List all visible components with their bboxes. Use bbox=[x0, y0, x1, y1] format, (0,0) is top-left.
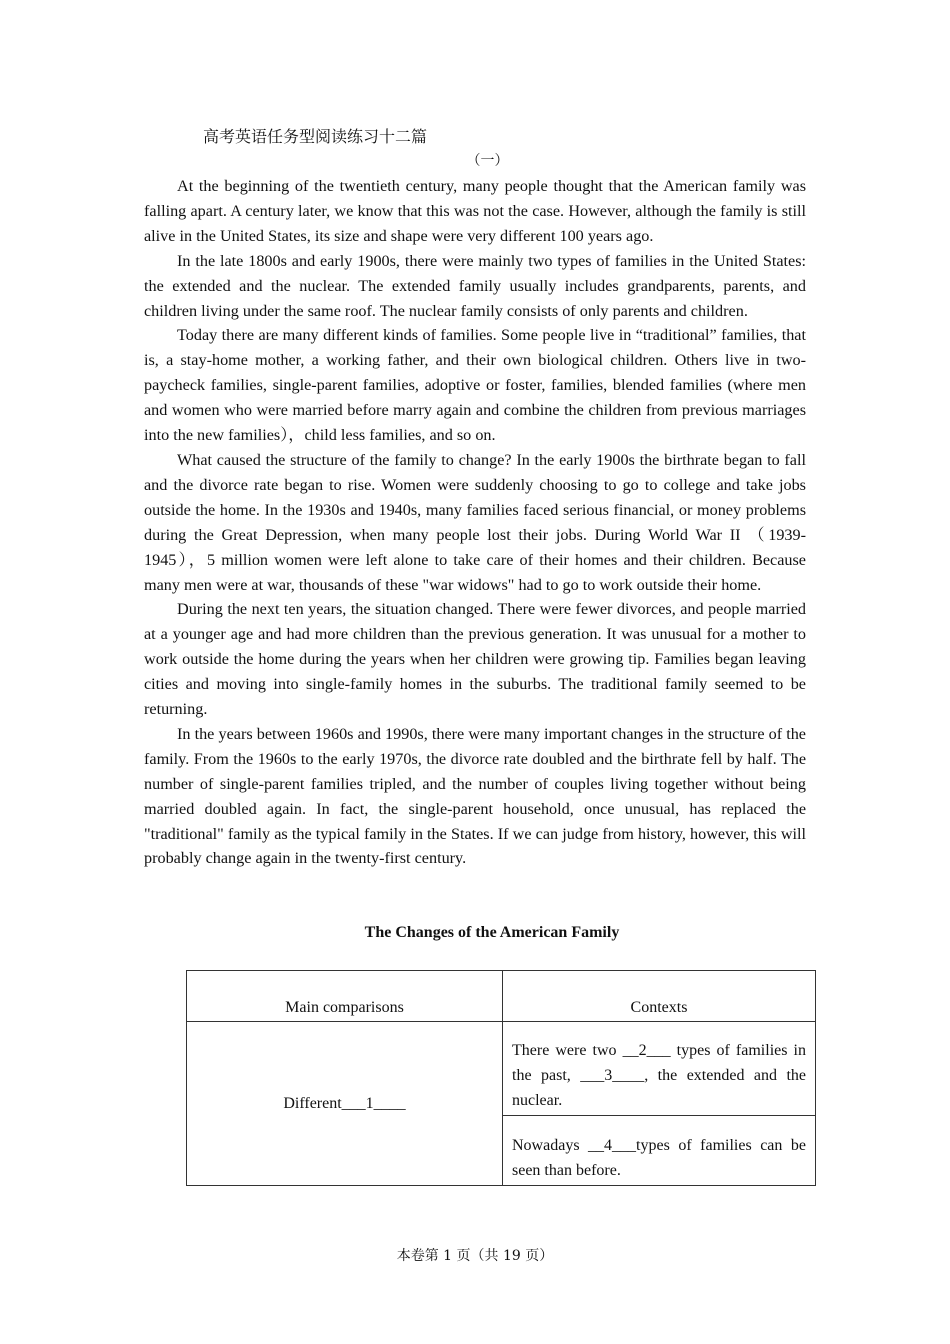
table-row bbox=[187, 1022, 816, 1116]
passage-paragraph-5: During the next ten years, the situation changed. There were fewer divorces, and people married at a younger age and had more children than the previous generation. It was unusual for a mother to work outside the home during the years when her children were growing tip. Families began leaving cities and moving into single-family homes in the suburbs. The traditional family seemed to be returning. bbox=[144, 600, 806, 719]
table-header-row bbox=[187, 971, 816, 1022]
context-cell-1: There were two __2___ types of families in the past, ___3____, the extended and the nuclear. bbox=[503, 1022, 816, 1116]
passage-paragraph-4: What caused the structure of the family to change? In the early 1900s the birthrate began to fall and the divorce rate began to rise. Women were suddenly choosing to go to college and take jobs outside the home. In the 1930s and 1940s, many families faced serious financial, or money problems during the Great Depression, when many people lost their jobs. During World War II （1939-1945），5 million women were left alone to take care of their homes and their children. Because many men were at war, thousands of these "war widows" had to go to work outside their home. bbox=[144, 450, 806, 594]
main-comparison-cell: Different___1____ bbox=[187, 1022, 503, 1186]
document-title: 高考英语任务型阅读练习十二篇 bbox=[203, 127, 428, 146]
passage-paragraph-2: In the late 1800s and early 1900s, there were mainly two types of families in the United States: the extended and the nuclear. The extended family usually includes grandparents, parents, and children living under the same roof. The nuclear family consists of only parents and children. bbox=[144, 251, 806, 320]
table-title: The Changes of the American Family bbox=[364, 924, 620, 941]
reading-passage bbox=[144, 174, 806, 871]
page-footer: 本卷第 1 页（共 19 页） bbox=[396, 1248, 554, 1264]
passage-paragraph-6: In the years between 1960s and 1990s, there were many important changes in the structure of the family. From the 1960s to the early 1970s, the divorce rate doubled and the birthrate fell by half. The number of single-parent families tripled, and the number of couples living together without being married doubled again. In fact, the single-parent household, once unusual, has replaced the "traditional" family as the typical family in the States. If we can judge from history, however, this will probably change again in the twenty-first century. bbox=[144, 724, 806, 868]
summary-table bbox=[186, 970, 816, 1186]
main-comparisons-header: Main comparisons bbox=[187, 971, 503, 1022]
section-number: （一） bbox=[466, 153, 509, 169]
passage-paragraph-3: Today there are many different kinds of families. Some people live in “traditional” families, that is, a stay-home mother, a working father, and their own biological children. Others live in two-paycheck families, single-parent families, adoptive or foster, families, blended families (where men and women who were married before marry again and combine the children from previous marriages into the new families），child less families, and so on. bbox=[144, 326, 806, 445]
contexts-header: Contexts bbox=[503, 971, 816, 1022]
context-cell-2: Nowadays __4___types of families can be seen than before. bbox=[503, 1116, 816, 1186]
passage-paragraph-1: At the beginning of the twentieth century, many people thought that the American family was falling apart. A century later, we know that this was not the case. However, although the family is still alive in the United States, its size and shape were very different 100 years ago. bbox=[144, 177, 806, 245]
